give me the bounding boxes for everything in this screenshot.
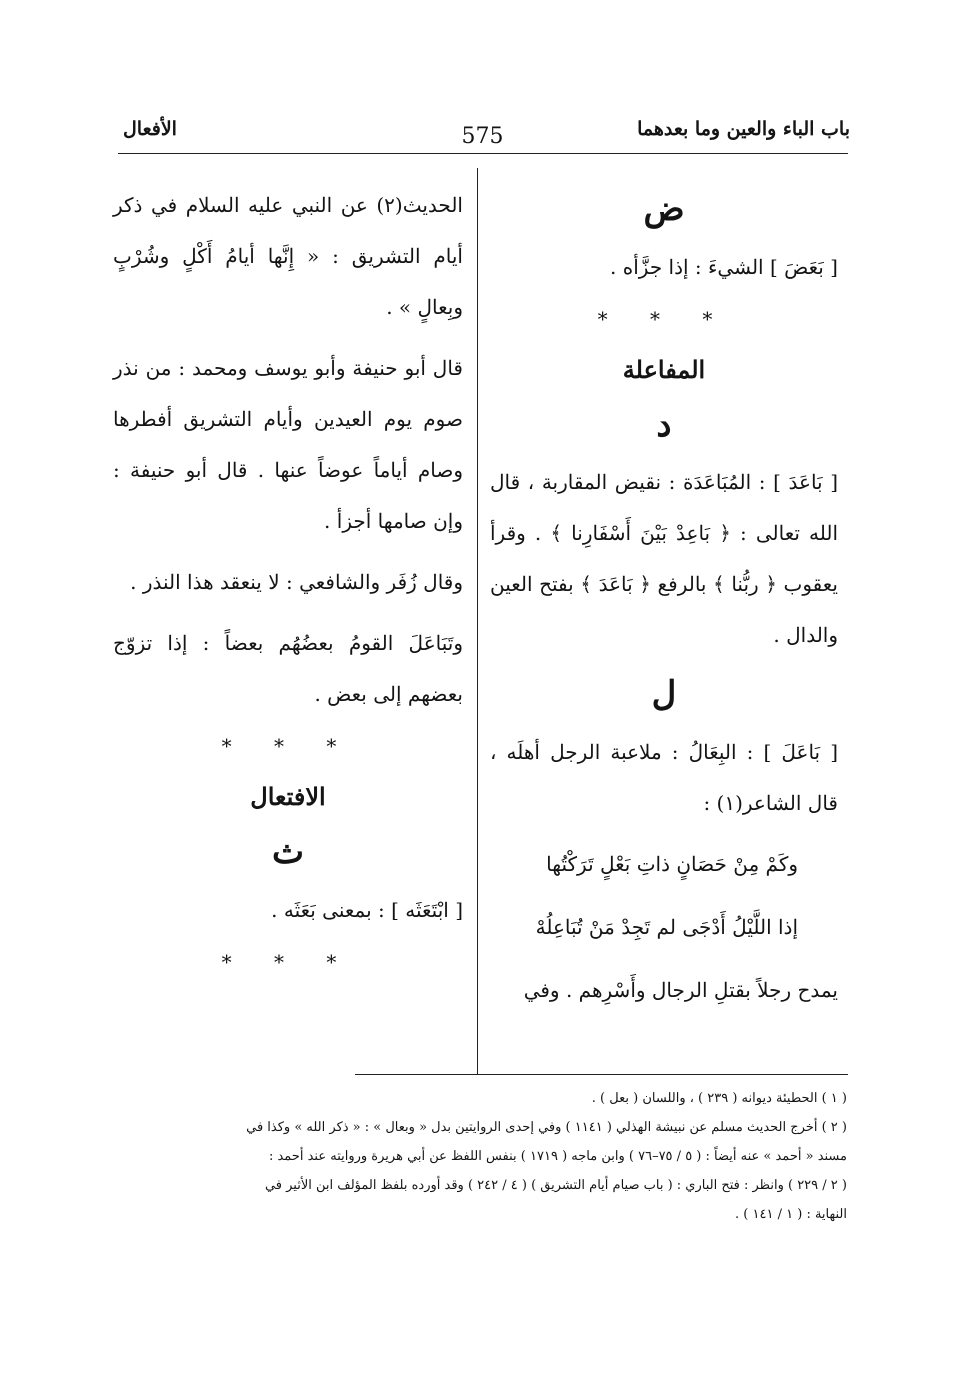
entry-continuation: يمدح رجلاً بقتلِ الرجال وأَسْرِهم . وفي xyxy=(523,977,838,1002)
entry-ibtaatha: [ ابْتَعَثَه ] : بمعنى بَعَثَه . xyxy=(271,897,463,922)
footnote-1: ( ١ ) الحطيئة ديوانه ( ٢٣٩ ) ، واللسان ( بعل ) . xyxy=(591,1091,847,1106)
footnote-rule xyxy=(355,1074,848,1075)
poem-verse-1: وكَمْ مِنْ حَصَانٍ ذاتِ بَعْلٍ تَرَكْتُها xyxy=(546,851,798,876)
column-divider xyxy=(477,168,478,1074)
footnote-2-line-2: مسند « أحمد » عنه أيضاً : ( ٥ / ٧٥–٧٦ ) وابن ماجه ( ١٧١٩ ) بنفس اللفظ عن أبي هريرة وروايته عند أحمد : xyxy=(268,1149,847,1164)
letter-heading-dal: د xyxy=(656,404,672,445)
page-number: 575 xyxy=(461,124,504,149)
section-separator: * * * xyxy=(221,734,355,758)
tabaala-paragraph: وتَبَاعَلَ القومُ بعضُهُم بعضاً : إذا تزوّج بعضهم إلى بعض . xyxy=(113,631,463,706)
section-running-title: الأفعال xyxy=(123,118,177,140)
section-heading-iftiaal: الافتعال xyxy=(250,782,326,811)
section-separator: * * * xyxy=(597,306,731,331)
chapter-title: باب الباء والعين وما بعدهما xyxy=(637,118,850,140)
letter-heading-tha: ث xyxy=(271,832,304,872)
left-column xyxy=(113,180,463,998)
footnotes xyxy=(115,1084,847,1229)
letter-heading-lam: ل xyxy=(651,674,677,715)
footnote-2-line-3: ( ٢ / ٢٢٩ ) وانظر : فتح الباري : ( باب صيام أيام التشريق ) ( ٤ / ٢٤٢ ) وقد أورده بلفظ المؤلف ابن الأثير في xyxy=(264,1178,847,1193)
right-column xyxy=(490,180,838,1026)
footnote-2-line-4: النهاية : ( ١ / ١٤١ ) . xyxy=(735,1207,847,1222)
poem-verse-2: إذا اللَّيْلُ أَدْجَى لم تَجِدْ مَنْ تُبَاعِلُهْ xyxy=(535,914,798,939)
letter-heading-dad: ض xyxy=(643,189,685,229)
entry-baada: [ بَاعَدَ ] : المُبَاعَدَة : نقيض المقاربة ، قال الله تعالى : ﴿ بَاعِدْ بَيْنَ أَسْفَارِنا ﴾ . وقرأ يعقوب ﴿ ربُّنا ﴾ بالرفع ﴿ بَاعَدَ ﴾ بفتح العين والدال . xyxy=(490,470,838,648)
footnote-2-line-1: ( ٢ ) أخرج الحديث مسلم عن نبيشة الهذلي ( ١١٤١ ) وفي إحدى الروايتين بدل « وبعال » : « ذكر الله » وكذا في xyxy=(246,1120,847,1135)
entry-baala: [ بَاعَلَ ] : البِعَالُ : ملاعبة الرجل أهلَه ، قال الشاعر(١) : xyxy=(490,739,838,815)
header-rule xyxy=(118,153,848,154)
section-heading-mufaala: المفاعلة xyxy=(622,354,706,384)
section-separator: * * * xyxy=(221,949,355,974)
zufar-paragraph: وقال زُفَر والشافعي : لا ينعقد هذا النذر . xyxy=(130,570,463,594)
hadith-paragraph: الحديث(٢) عن النبي عليه السلام في ذكر أيام التشريق : « إِنَّها أيامُ أَكْلٍ وشُرْبٍ وبِعالٍ » . xyxy=(113,193,463,319)
abu-hanifa-paragraph: قال أبو حنيفة وأبو يوسف ومحمد : من نذر صوم يوم العيدين وأيام التشريق أفطرها وصام أياماً عوضاً عنها . قال أبو حنيفة : وإن صامها أجزأ . xyxy=(113,356,463,533)
entry-baadh: [ بَعَضَ ] الشيءَ : إذا جزَّأه . xyxy=(610,254,838,279)
